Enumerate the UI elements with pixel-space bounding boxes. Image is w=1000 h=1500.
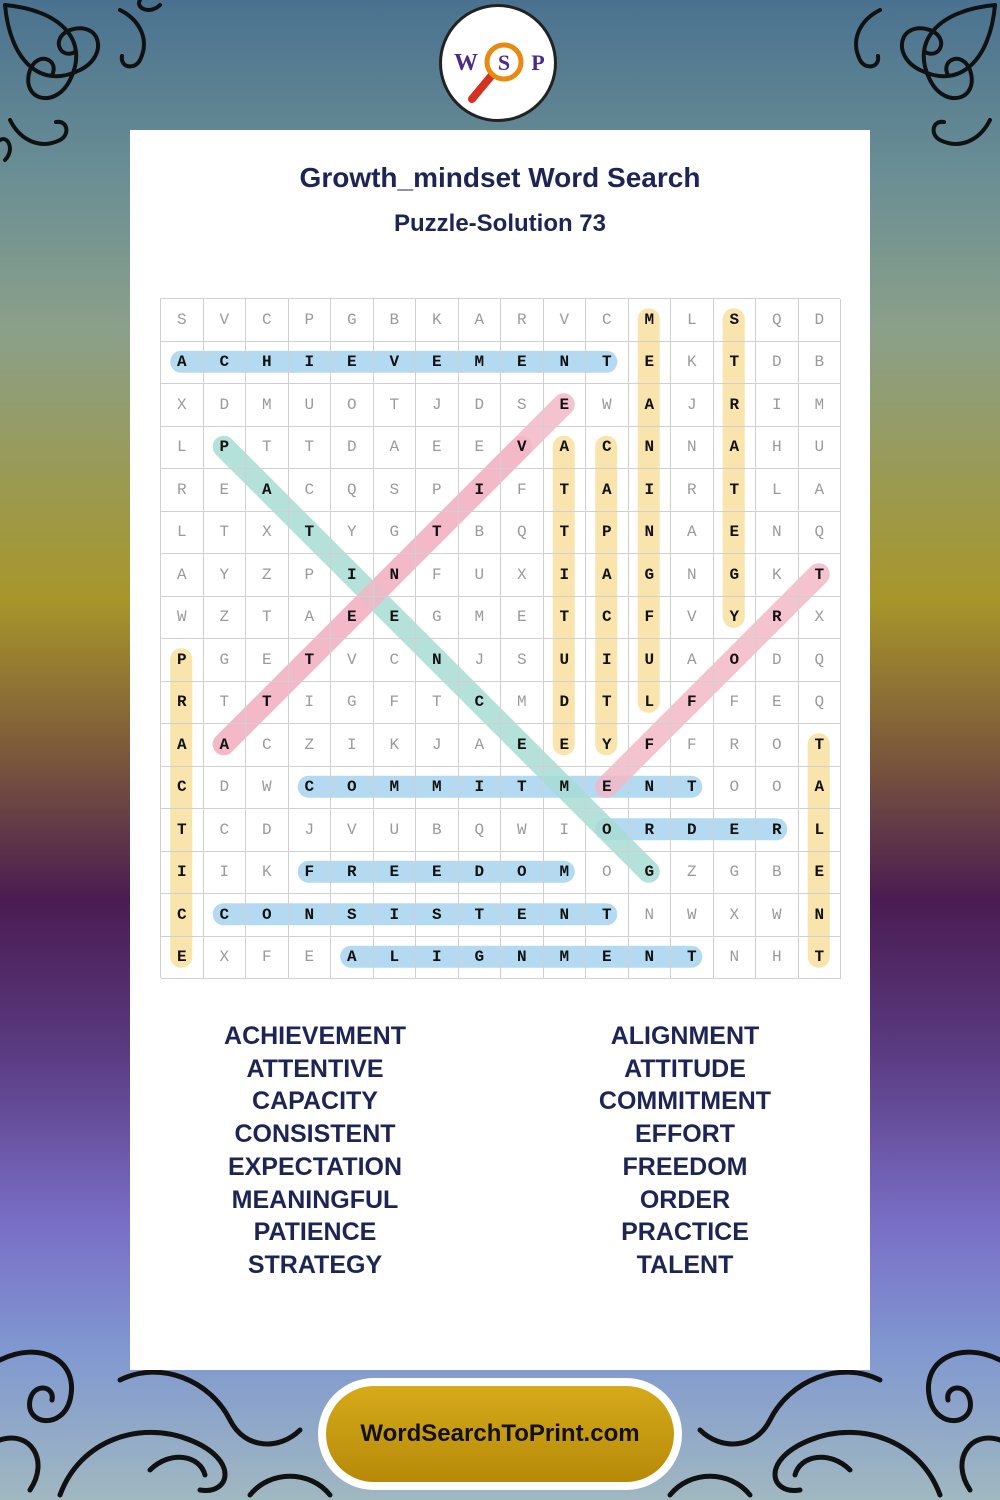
grid-cell[interactable]: V [544,299,587,342]
grid-cell[interactable]: P [289,299,332,342]
grid-cell[interactable]: G [459,937,502,980]
grid-cell[interactable]: I [544,809,587,852]
grid-cell[interactable]: S [374,469,417,512]
grid-cell[interactable]: C [586,427,629,470]
grid-cell[interactable]: C [459,682,502,725]
grid-cell[interactable]: M [459,342,502,385]
word-list-item: CONSISTENT [234,1120,396,1149]
grid-cell[interactable]: G [331,299,374,342]
grid-cell[interactable]: X [799,597,842,640]
grid-cell[interactable]: A [799,767,842,810]
grid-cell[interactable]: L [756,469,799,512]
grid-cell[interactable]: S [161,299,204,342]
grid-cell[interactable]: K [756,554,799,597]
grid-cell[interactable]: T [374,384,417,427]
grid-cell[interactable]: C [246,724,289,767]
grid-cell[interactable]: F [671,682,714,725]
grid-cell[interactable]: N [671,554,714,597]
grid-cell[interactable]: R [161,469,204,512]
grid-cell[interactable]: F [629,597,672,640]
grid-cell[interactable]: J [416,724,459,767]
grid-cell[interactable]: S [416,894,459,937]
grid-cell[interactable]: D [204,384,247,427]
grid-cell[interactable]: N [756,512,799,555]
grid-cell[interactable]: T [586,342,629,385]
grid-cell[interactable]: C [289,767,332,810]
page-subtitle: Puzzle-Solution 73 [393,210,606,237]
grid-cell[interactable]: Z [289,724,332,767]
grid-cell[interactable]: T [671,767,714,810]
word-list-item: PRACTICE [621,1218,749,1247]
grid-cell[interactable]: D [671,809,714,852]
grid-cell[interactable]: M [799,384,842,427]
word-list-right [500,1020,870,1282]
grid-cell[interactable]: M [416,767,459,810]
grid-cell[interactable]: G [629,554,672,597]
grid-cell[interactable]: C [204,894,247,937]
grid-cell[interactable]: J [671,384,714,427]
grid-cell[interactable]: D [459,852,502,895]
grid-cell[interactable]: A [204,724,247,767]
grid-cell[interactable]: E [204,469,247,512]
grid-cell[interactable]: E [416,852,459,895]
grid-cell[interactable]: A [629,384,672,427]
grid-cell[interactable]: T [544,597,587,640]
grid-cell[interactable]: M [459,597,502,640]
grid-cell[interactable]: E [756,682,799,725]
grid-cell[interactable]: E [331,342,374,385]
grid-cell[interactable]: F [501,469,544,512]
grid-cell[interactable]: H [756,427,799,470]
grid-cell[interactable]: B [459,512,502,555]
grid-cell[interactable]: R [756,809,799,852]
grid-cell[interactable]: K [416,299,459,342]
grid-cell[interactable]: V [501,427,544,470]
grid-cell[interactable]: E [544,724,587,767]
grid-cell[interactable]: D [204,767,247,810]
grid-cell[interactable]: J [289,809,332,852]
grid-cell[interactable]: L [671,299,714,342]
grid-cell[interactable]: I [289,342,332,385]
grid-cell[interactable]: Y [586,724,629,767]
grid-cell[interactable]: A [161,724,204,767]
grid-cell[interactable]: F [416,554,459,597]
grid-cell[interactable]: D [756,342,799,385]
grid-cell[interactable]: A [161,342,204,385]
grid-cell[interactable]: W [671,894,714,937]
grid-cell[interactable]: H [246,342,289,385]
grid-cell[interactable]: Y [204,554,247,597]
letter-grid [160,298,840,978]
grid-cell[interactable]: X [714,894,757,937]
grid-cell[interactable]: T [714,342,757,385]
grid-cell[interactable]: M [629,299,672,342]
grid-cell[interactable]: E [586,767,629,810]
grid-cell[interactable]: T [416,512,459,555]
grid-cell[interactable]: Q [501,512,544,555]
grid-cell[interactable]: T [161,809,204,852]
grid-cell[interactable]: E [629,342,672,385]
grid-cell[interactable]: U [374,809,417,852]
grid-cell[interactable]: N [629,512,672,555]
grid-cell[interactable]: Q [799,639,842,682]
grid-cell[interactable]: I [544,554,587,597]
grid-cell[interactable]: L [799,809,842,852]
grid-cell[interactable]: N [629,894,672,937]
grid-cell[interactable]: A [671,512,714,555]
grid-cell[interactable]: W [756,894,799,937]
grid-cell[interactable]: E [161,937,204,980]
word-list-item: ACHIEVEMENT [224,1022,406,1050]
grid-cell[interactable]: E [501,342,544,385]
word-list-item: TALENT [636,1250,734,1279]
word-list-item: PATIENCE [253,1218,377,1247]
grid-cell[interactable]: T [289,639,332,682]
logo-letter-p: P [531,50,545,75]
grid-cell[interactable]: I [331,724,374,767]
grid-cell[interactable]: B [756,852,799,895]
word-list-item: MEANINGFUL [231,1185,399,1214]
word-list-item: ATTENTIVE [246,1054,384,1083]
grid-cell[interactable]: D [331,427,374,470]
grid-cell[interactable]: P [161,639,204,682]
grid-cell[interactable]: T [416,682,459,725]
grid-cell[interactable]: Y [331,512,374,555]
grid-cell[interactable]: T [671,937,714,980]
grid-cell[interactable]: T [204,682,247,725]
grid-cell[interactable]: A [544,427,587,470]
word-list-item: ATTITUDE [624,1054,746,1083]
grid-cell[interactable]: A [161,554,204,597]
grid-cell[interactable]: W [246,767,289,810]
grid-cell[interactable]: Z [246,554,289,597]
grid-cell[interactable]: R [331,852,374,895]
grid-cell[interactable]: N [629,937,672,980]
grid-cell[interactable]: Q [331,469,374,512]
grid-cell[interactable]: T [289,427,332,470]
grid-cell[interactable]: B [799,342,842,385]
grid-cell[interactable]: N [289,894,332,937]
logo-letter-w: W [454,50,478,76]
grid-cell[interactable]: N [671,427,714,470]
grid-cell[interactable]: I [586,639,629,682]
grid-cell[interactable]: T [544,469,587,512]
grid-cell[interactable]: T [246,682,289,725]
grid-cell[interactable]: A [246,469,289,512]
grid-cell[interactable]: N [629,427,672,470]
grid-cell[interactable]: S [501,639,544,682]
grid-cell[interactable]: A [799,469,842,512]
grid-cell[interactable]: I [289,682,332,725]
grid-cell[interactable]: D [799,299,842,342]
grid-cell[interactable]: C [161,767,204,810]
grid-cell[interactable]: I [756,384,799,427]
grid-cell[interactable]: I [374,894,417,937]
grid-cell[interactable]: G [629,852,672,895]
grid-cell[interactable]: A [459,724,502,767]
grid-cell[interactable]: I [331,554,374,597]
grid-cell[interactable]: N [629,767,672,810]
grid-cell[interactable]: T [799,554,842,597]
grid-cell[interactable]: O [501,852,544,895]
grid-cell[interactable]: F [374,682,417,725]
grid-cell[interactable]: J [416,384,459,427]
grid-cell[interactable]: R [161,682,204,725]
site-link-label[interactable]: WordSearchToPrint.com [326,1386,674,1482]
grid-cell[interactable]: M [246,384,289,427]
grid-cell[interactable]: U [289,384,332,427]
word-search-grid [160,298,840,978]
grid-cell[interactable]: T [459,894,502,937]
grid-cell[interactable]: M [501,682,544,725]
grid-cell[interactable]: F [289,852,332,895]
grid-cell[interactable]: U [544,639,587,682]
grid-cell[interactable]: T [289,512,332,555]
grid-cell[interactable]: C [289,469,332,512]
grid-cell[interactable]: G [331,682,374,725]
grid-cell[interactable]: E [374,852,417,895]
grid-cell[interactable]: A [671,639,714,682]
grid-cell[interactable]: M [544,937,587,980]
grid-cell[interactable]: G [714,852,757,895]
grid-cell[interactable]: L [374,937,417,980]
grid-cell[interactable]: V [331,809,374,852]
grid-cell[interactable]: C [246,299,289,342]
word-list-item: ORDER [639,1185,731,1214]
grid-cell[interactable]: S [501,384,544,427]
grid-cell[interactable]: E [586,937,629,980]
word-list-item: EXPECTATION [227,1152,403,1181]
grid-cell[interactable]: N [544,894,587,937]
grid-cell[interactable]: H [756,937,799,980]
grid-cell[interactable]: O [586,809,629,852]
grid-cell[interactable]: F [629,724,672,767]
grid-cell[interactable]: L [161,427,204,470]
grid-cell[interactable]: O [586,852,629,895]
grid-cell[interactable]: G [416,597,459,640]
grid-cell[interactable]: X [204,937,247,980]
grid-cell[interactable]: I [204,852,247,895]
grid-cell[interactable]: D [459,384,502,427]
grid-cell[interactable]: O [331,767,374,810]
grid-cell[interactable]: W [161,597,204,640]
grid-cell[interactable]: V [204,299,247,342]
grid-cell[interactable]: E [459,427,502,470]
grid-cell[interactable]: A [459,299,502,342]
grid-cell[interactable]: D [544,682,587,725]
grid-cell[interactable]: N [501,937,544,980]
grid-cell[interactable]: X [161,384,204,427]
grid-cell[interactable]: D [756,639,799,682]
grid-cell[interactable]: T [246,427,289,470]
word-list-left [130,1020,500,1282]
grid-cell[interactable]: I [416,937,459,980]
grid-cell[interactable]: E [331,597,374,640]
word-list-item: EFFORT [635,1120,735,1149]
grid-cell[interactable]: E [799,852,842,895]
grid-cell[interactable]: E [416,427,459,470]
grid-cell[interactable]: R [756,597,799,640]
grid-cell[interactable]: A [289,597,332,640]
grid-cell[interactable]: E [416,342,459,385]
grid-cell[interactable]: D [246,809,289,852]
grid-cell[interactable]: U [629,639,672,682]
grid-cell[interactable]: C [204,809,247,852]
grid-cell[interactable]: I [459,767,502,810]
page-title: Growth_mindset Word Search [299,162,701,193]
word-list-item: CAPACITY [252,1087,378,1116]
grid-cell[interactable]: C [161,894,204,937]
word-list-item: FREEDOM [622,1152,748,1181]
grid-cell[interactable]: E [289,937,332,980]
grid-cell[interactable]: F [246,937,289,980]
grid-cell[interactable]: P [586,512,629,555]
grid-cell[interactable]: T [501,767,544,810]
grid-cell[interactable]: A [586,469,629,512]
word-list-item: STRATEGY [247,1250,383,1279]
grid-cell[interactable]: O [714,639,757,682]
grid-cell[interactable]: I [629,469,672,512]
grid-cell[interactable]: V [671,597,714,640]
grid-cell[interactable]: G [374,512,417,555]
grid-cell[interactable]: N [714,937,757,980]
grid-cell[interactable]: K [671,342,714,385]
grid-cell[interactable]: M [374,767,417,810]
site-link-button[interactable] [318,1378,682,1490]
grid-cell[interactable]: Q [756,299,799,342]
grid-cell[interactable]: X [246,512,289,555]
grid-cell[interactable]: O [714,767,757,810]
grid-cell[interactable]: K [374,724,417,767]
grid-cell[interactable]: T [544,512,587,555]
grid-cell[interactable]: O [756,767,799,810]
grid-cell[interactable]: Z [204,597,247,640]
grid-cell[interactable]: T [799,724,842,767]
grid-cell[interactable]: A [714,427,757,470]
grid-cell[interactable]: X [501,554,544,597]
grid-cell[interactable]: V [374,342,417,385]
grid-cell[interactable]: T [799,937,842,980]
grid-cell[interactable]: F [671,724,714,767]
grid-cell[interactable]: R [671,469,714,512]
grid-cell[interactable]: R [714,724,757,767]
grid-cell[interactable]: I [161,852,204,895]
grid-cell[interactable]: V [331,639,374,682]
grid-cell[interactable]: W [586,384,629,427]
grid-cell[interactable]: T [586,682,629,725]
grid-cell[interactable]: Q [799,512,842,555]
grid-cell[interactable]: E [374,597,417,640]
grid-cell[interactable]: W [501,809,544,852]
grid-cell[interactable]: R [629,809,672,852]
grid-cell[interactable]: O [756,724,799,767]
grid-cell[interactable]: O [246,894,289,937]
grid-cell[interactable]: A [586,554,629,597]
grid-cell[interactable]: F [714,682,757,725]
grid-cell[interactable]: J [459,639,502,682]
grid-cell[interactable]: T [204,512,247,555]
grid-cell[interactable]: T [714,469,757,512]
grid-cell[interactable]: C [586,597,629,640]
grid-cell[interactable]: P [204,427,247,470]
grid-cell[interactable]: L [161,512,204,555]
grid-cell[interactable]: Q [459,809,502,852]
grid-cell[interactable]: M [544,852,587,895]
grid-cell[interactable]: T [246,597,289,640]
grid-cell[interactable]: I [459,469,502,512]
grid-cell[interactable]: C [374,639,417,682]
logo-letter-s: S [497,50,511,75]
grid-cell[interactable]: T [586,894,629,937]
grid-cell[interactable]: E [501,724,544,767]
grid-cell[interactable]: E [501,894,544,937]
grid-cell[interactable]: E [714,809,757,852]
grid-cell[interactable]: M [544,767,587,810]
grid-cell[interactable]: L [629,682,672,725]
grid-cell[interactable]: E [714,512,757,555]
grid-cell[interactable]: E [246,639,289,682]
grid-cell[interactable]: K [246,852,289,895]
grid-cell[interactable]: N [374,554,417,597]
grid-cell[interactable]: G [714,554,757,597]
grid-cell[interactable]: U [459,554,502,597]
grid-cell[interactable]: P [416,469,459,512]
grid-cell[interactable]: Q [799,682,842,725]
grid-cell[interactable]: E [501,597,544,640]
grid-cell[interactable]: P [289,554,332,597]
grid-cell[interactable]: U [799,427,842,470]
grid-cell[interactable]: N [544,342,587,385]
word-list-item: ALIGNMENT [610,1022,760,1050]
grid-cell[interactable]: Y [714,597,757,640]
grid-cell[interactable]: G [204,639,247,682]
wsp-logo [439,4,557,122]
grid-cell[interactable]: N [799,894,842,937]
grid-cell[interactable]: N [416,639,459,682]
grid-cell[interactable]: Z [671,852,714,895]
grid-cell[interactable]: B [416,809,459,852]
magnifier-handle [472,75,492,99]
grid-cell[interactable]: R [501,299,544,342]
grid-cell[interactable]: A [374,427,417,470]
grid-cell[interactable]: C [204,342,247,385]
word-list-item: COMMITMENT [598,1087,772,1116]
grid-cell[interactable]: S [331,894,374,937]
puzzle-sheet [130,130,870,1370]
grid-cell[interactable]: E [544,384,587,427]
grid-cell[interactable]: C [586,299,629,342]
grid-cell[interactable]: A [331,937,374,980]
grid-cell[interactable]: O [331,384,374,427]
grid-cell[interactable]: S [714,299,757,342]
grid-cell[interactable]: R [714,384,757,427]
grid-cell[interactable]: B [374,299,417,342]
